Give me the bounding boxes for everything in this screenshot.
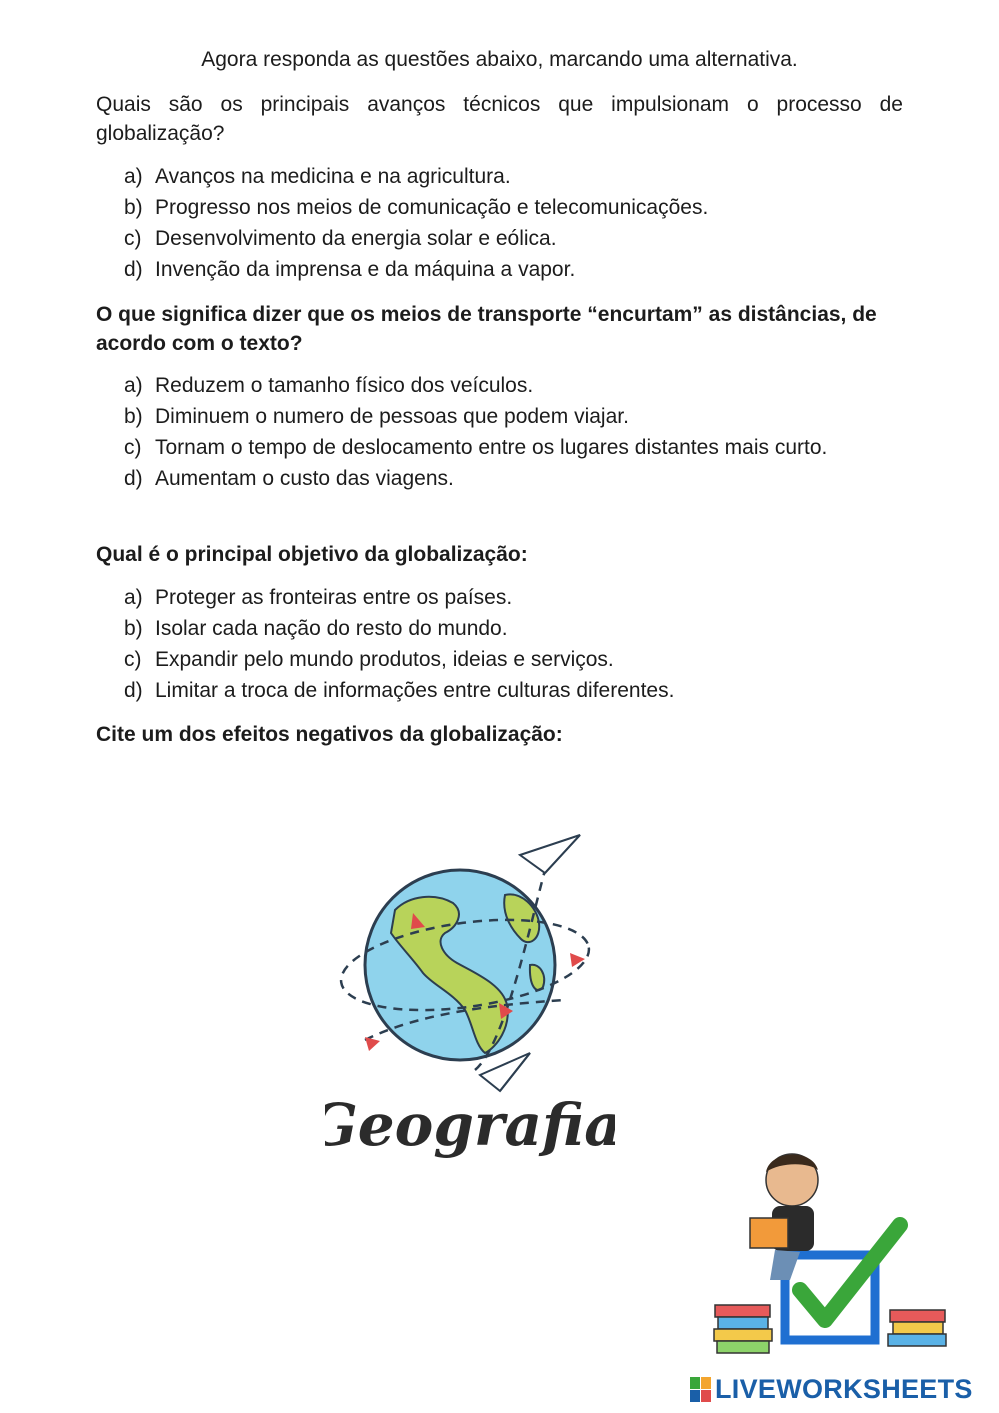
option-q3-d[interactable]: d) Limitar a troca de informações entre culturas diferentes. [124, 679, 675, 702]
option-q2-c[interactable]: c) Tornam o tempo de deslocamento entre os lugares distantes mais curto. [124, 436, 828, 459]
geografia-illustration [325, 815, 615, 1175]
question-1-options [124, 161, 884, 285]
liveworksheets-logo[interactable] [690, 1374, 990, 1404]
question-3-text: Qual é o principal objetivo da globalização: [96, 543, 528, 566]
geografia-caption: Geografia [325, 1091, 615, 1159]
option-q3-b[interactable]: b) Isolar cada nação do resto do mundo. [124, 617, 508, 640]
worksheet-intro: Agora responda as questões abaixo, marcando uma alternativa. [201, 48, 798, 71]
question-4-text: Cite um dos efeitos negativos da globalização: [96, 723, 563, 746]
liveworksheets-brand: LIVEWORKSHEETS [715, 1374, 973, 1404]
option-q1-b[interactable]: b) Progresso nos meios de comunicação e telecomunicações. [124, 196, 709, 219]
question-1-text: Quais são os principais avanços técnicos que impulsionam o processo de globalização? [96, 93, 903, 145]
option-q2-a[interactable]: a) Reduzem o tamanho físico dos veículos. [124, 374, 534, 397]
option-q1-d[interactable]: d) Invenção da imprensa e da máquina a vapor. [124, 258, 576, 281]
question-2-options [124, 370, 884, 494]
option-q3-a[interactable]: a) Proteger as fronteiras entre os países. [124, 586, 513, 609]
option-q1-a[interactable]: a) Avanços na medicina e na agricultura. [124, 165, 511, 188]
globe-icon [325, 815, 615, 1175]
option-q2-d[interactable]: d) Aumentam o custo das viagens. [124, 467, 454, 490]
liveworksheets-badge-icon [690, 1377, 712, 1403]
question-2-text: O que significa dizer que os meios de transporte “encurtam” as distâncias, de acordo com o texto? [96, 303, 877, 355]
question-3-options [124, 582, 884, 706]
option-q3-c[interactable]: c) Expandir pelo mundo produtos, ideias e serviços. [124, 648, 614, 671]
teacher-checkbox-icon [700, 1140, 960, 1365]
option-q1-c[interactable]: c) Desenvolvimento da energia solar e eólica. [124, 227, 557, 250]
option-q2-b[interactable]: b) Diminuem o numero de pessoas que podem viajar. [124, 405, 629, 428]
mascot-illustration [700, 1140, 960, 1365]
